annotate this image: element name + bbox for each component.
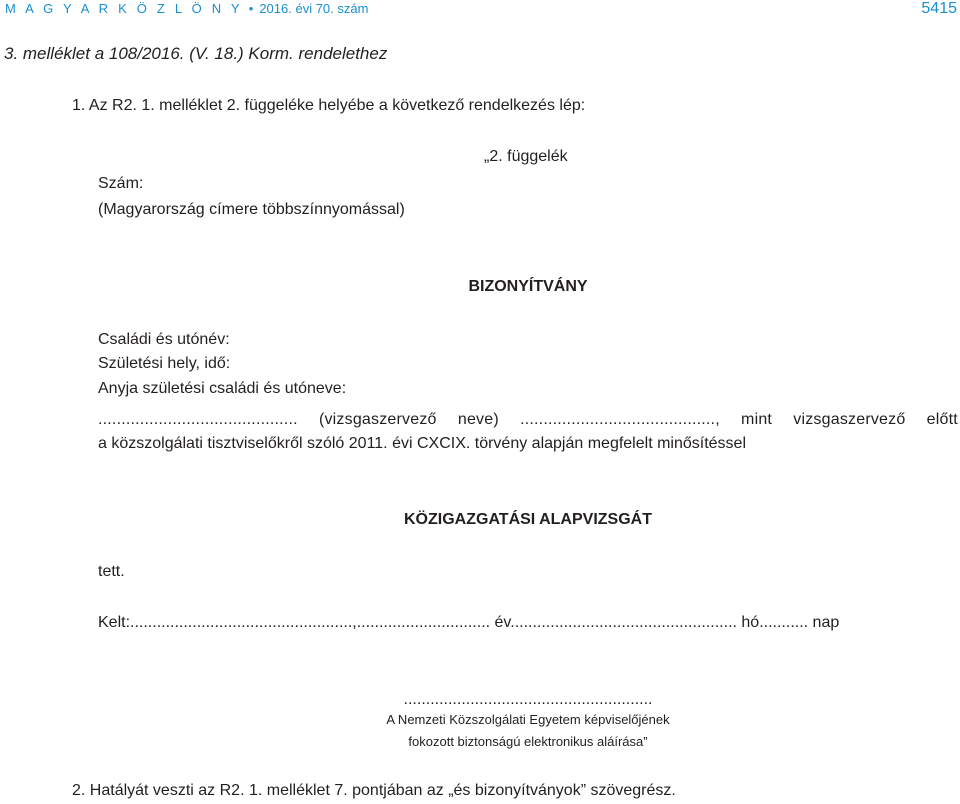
signature-line-1: A Nemzeti Közszolgálati Egyetem képviselőjének xyxy=(386,712,670,727)
signature-line-2: fokozott biztonságú elektronikus aláírása” xyxy=(408,734,648,749)
page-number: 5415 xyxy=(921,0,957,17)
dots-organizer-2: .........................................., xyxy=(520,411,720,428)
point-1: 1. Az R2. 1. melléklet 2. függeléke helyébe a következő rendelkezés lép: xyxy=(72,97,586,114)
point-2: 2. Hatályát veszti az R2. 1. melléklet 7. pontjában az „és bizonyítványok” szövegrész. xyxy=(72,782,676,799)
appendix-label: „2. függelék xyxy=(484,148,568,165)
signature-dots: ........................................................ xyxy=(403,691,653,708)
dots-organizer: ........................................... xyxy=(98,411,298,428)
statement-line-2: a közszolgálati tisztviselőkről szóló 2011. évi CXCIX. törvény alapján megfelelt minősítéssel xyxy=(98,435,746,452)
organizer-word: (vizsgaszervező xyxy=(318,411,437,428)
number-label: Szám: xyxy=(98,175,144,192)
organizer-word-2: vizsgaszervező xyxy=(793,411,906,428)
issue-label: 2016. évi 70. szám xyxy=(259,1,369,16)
bullet-separator: • xyxy=(248,1,254,16)
neve-word: neve) xyxy=(457,411,499,428)
tett-word: tett. xyxy=(98,563,125,580)
annex-title: 3. melléklet a 108/2016. (V. 18.) Korm. rendelethez xyxy=(4,44,388,63)
journal-header xyxy=(5,1,368,16)
field-name: Családi és utónév: xyxy=(98,331,230,348)
field-birth: Születési hely, idő: xyxy=(98,355,231,372)
journal-name: M A G Y A R K Ö Z L Ö N Y xyxy=(5,1,243,16)
statement-line-1 xyxy=(98,411,958,429)
field-mother-name: Anyja születési családi és utóneve: xyxy=(98,380,347,397)
kelt-line: Kelt:..................................................,.............................. év................................................... hó........... nap xyxy=(98,614,840,631)
exam-title: KÖZIGAZGATÁSI ALAPVIZSGÁT xyxy=(404,511,652,528)
certificate-title: BIZONYÍTVÁNY xyxy=(468,278,588,295)
mint-word: mint xyxy=(741,411,773,428)
elott-word: előtt xyxy=(926,411,958,428)
coat-of-arms-note: (Magyarország címere többszínnyomással) xyxy=(98,201,405,218)
